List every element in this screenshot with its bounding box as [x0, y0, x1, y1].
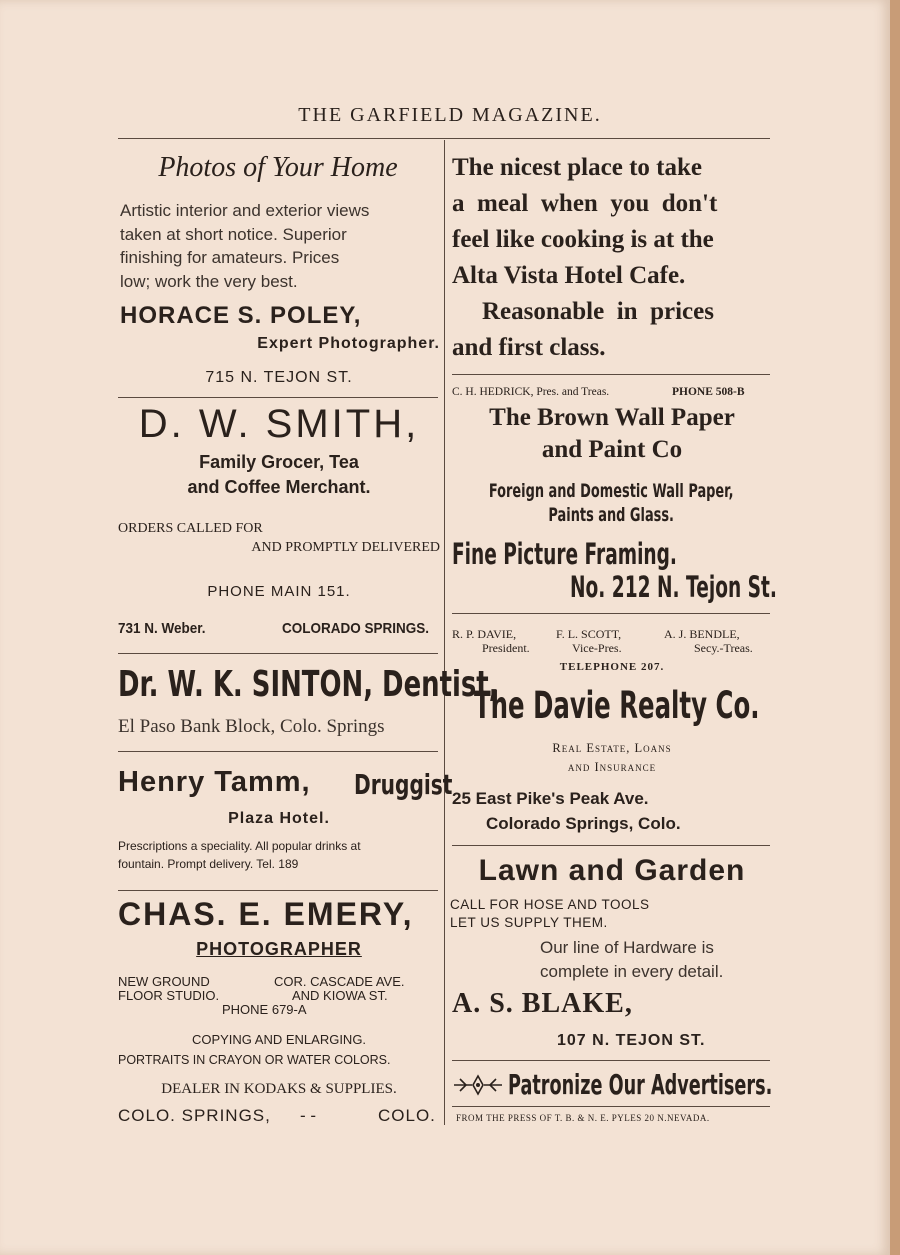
- blake-heading: Lawn and Garden: [478, 854, 746, 887]
- tamm-trade: Druggist: [354, 768, 453, 801]
- section-rule: [118, 653, 438, 654]
- emery-dealer: DEALER IN KODAKS & SUPPLIES.: [161, 1081, 397, 1097]
- altavista-firstclass: and first class.: [452, 334, 606, 361]
- smith-city: COLORADO SPRINGS.: [282, 620, 430, 637]
- brown-desc: Foreign and Domestic Wall Paper,: [488, 480, 734, 502]
- emery-title: PHOTOGRAPHER: [196, 939, 362, 959]
- section-rule: [118, 890, 438, 891]
- davie-address: Colorado Springs, Colo.: [486, 814, 681, 833]
- blake-call: CALL FOR HOSE AND TOOLS: [450, 897, 650, 912]
- poley-name: HORACE S. POLEY,: [120, 302, 362, 329]
- brown-name: The Brown Wall Paper: [489, 404, 735, 431]
- brown-officer: C. H. HEDRICK, Pres. and Treas.: [452, 386, 610, 398]
- smith-orders: ORDERS CALLED FOR: [118, 521, 263, 536]
- header-rule: [118, 138, 770, 139]
- column-divider: [444, 140, 445, 1125]
- smith-street: 731 N. Weber.: [118, 620, 206, 637]
- emery-state: COLO.: [378, 1106, 436, 1125]
- altavista-line: a meal when you don't: [452, 190, 718, 217]
- section-rule: [452, 1106, 770, 1107]
- blake-call: LET US SUPPLY THEM.: [450, 915, 608, 930]
- davie-name: The Davie Realty Co.: [474, 684, 760, 727]
- patronize-slogan: Patronize Our Advertisers.: [508, 1068, 773, 1101]
- emery-copying: COPYING AND ENLARGING.: [191, 1032, 367, 1047]
- emery-corner: COR. CASCADE AVE.: [274, 974, 405, 989]
- altavista-reasonable: Reasonable in prices: [482, 298, 714, 325]
- section-rule: [452, 845, 770, 846]
- section-rule: [452, 374, 770, 375]
- davie-officer-title: Secy.-Treas.: [694, 641, 753, 655]
- tamm-line: fountain. Prompt delivery. Tel. 189: [118, 857, 299, 871]
- blake-address: 107 N. TEJON ST.: [557, 1032, 706, 1049]
- blake-hardware: Our line of Hardware is: [540, 938, 714, 957]
- emery-corner: AND KIOWA ST.: [292, 988, 388, 1003]
- altavista-line: Alta Vista Hotel Cafe.: [452, 262, 686, 289]
- poley-heading: Photos of Your Home: [158, 152, 398, 183]
- tamm-hotel: Plaza Hotel.: [228, 810, 330, 827]
- blake-hardware: complete in every detail.: [540, 962, 724, 981]
- ornament-icon: [452, 1074, 504, 1096]
- poley-body-line: Artistic interior and exterior views: [120, 201, 370, 220]
- tamm-line: Prescriptions a speciality. All popular drinks at: [118, 839, 361, 853]
- brown-framing: Fine Picture Framing.: [452, 537, 677, 571]
- emery-name: CHAS. E. EMERY,: [118, 896, 414, 932]
- davie-phone: TELEPHONE 207.: [559, 661, 665, 673]
- brown-phone: PHONE 508-B: [672, 386, 745, 398]
- section-rule: [452, 613, 770, 614]
- sinton-address: El Paso Bank Block, Colo. Springs: [118, 716, 385, 737]
- smith-name: D. W. SMITH,: [138, 402, 420, 446]
- davie-officer-name: R. P. DAVIE,: [452, 627, 517, 641]
- davie-officer-title: President.: [482, 641, 530, 655]
- poley-body-line: low; work the very best.: [120, 272, 298, 291]
- page-edge: [890, 0, 900, 1255]
- section-rule: [118, 397, 438, 398]
- blake-name: A. S. BLAKE,: [452, 988, 633, 1019]
- altavista-line: feel like cooking is at the: [452, 226, 714, 253]
- emery-portraits: PORTRAITS IN CRAYON OR WATER COLORS.: [118, 1053, 391, 1067]
- davie-address: 25 East Pike's Peak Ave.: [452, 789, 649, 808]
- smith-line2: and Coffee Merchant.: [187, 477, 371, 497]
- section-rule: [118, 751, 438, 752]
- poley-address: 715 N. TEJON ST.: [205, 369, 353, 386]
- davie-officer-title: Vice-Pres.: [572, 641, 622, 655]
- poley-body-line: finishing for amateurs. Prices: [120, 248, 340, 267]
- poley-title: Expert Photographer.: [257, 335, 440, 352]
- tamm-name: Henry Tamm,: [118, 766, 311, 798]
- emery-city: COLO. SPRINGS,: [118, 1106, 271, 1125]
- altavista-line: The nicest place to take: [452, 154, 702, 181]
- emery-dashes: - -: [300, 1106, 317, 1125]
- magazine-title: THE GARFIELD MAGAZINE.: [298, 104, 602, 126]
- poley-body-line: taken at short notice. Superior: [120, 225, 347, 244]
- smith-orders: AND PROMPTLY DELIVERED: [251, 540, 440, 555]
- davie-desc: and Insurance: [567, 760, 657, 774]
- brown-address: No. 212 N. Tejon St.: [570, 570, 777, 604]
- section-rule: [452, 1060, 770, 1061]
- brown-name: and Paint Co: [541, 436, 683, 463]
- sinton-name: Dr. W. K. SINTON, Dentist,: [118, 664, 499, 705]
- smith-line1: Family Grocer, Tea: [199, 452, 359, 472]
- emery-phone: PHONE 679-A: [222, 1002, 307, 1017]
- brown-desc: Paints and Glass.: [548, 504, 674, 526]
- press-credit: FROM THE PRESS OF T. B. & N. E. PYLES 20 N.NEVADA.: [456, 1113, 710, 1123]
- davie-officer-name: A. J. BENDLE,: [664, 627, 740, 641]
- davie-desc: Real Estate, Loans: [552, 741, 672, 755]
- smith-phone: PHONE MAIN 151.: [207, 583, 351, 600]
- davie-officer-name: F. L. SCOTT,: [556, 627, 622, 641]
- emery-ground: NEW GROUND: [118, 974, 210, 989]
- emery-ground: FLOOR STUDIO.: [118, 988, 220, 1003]
